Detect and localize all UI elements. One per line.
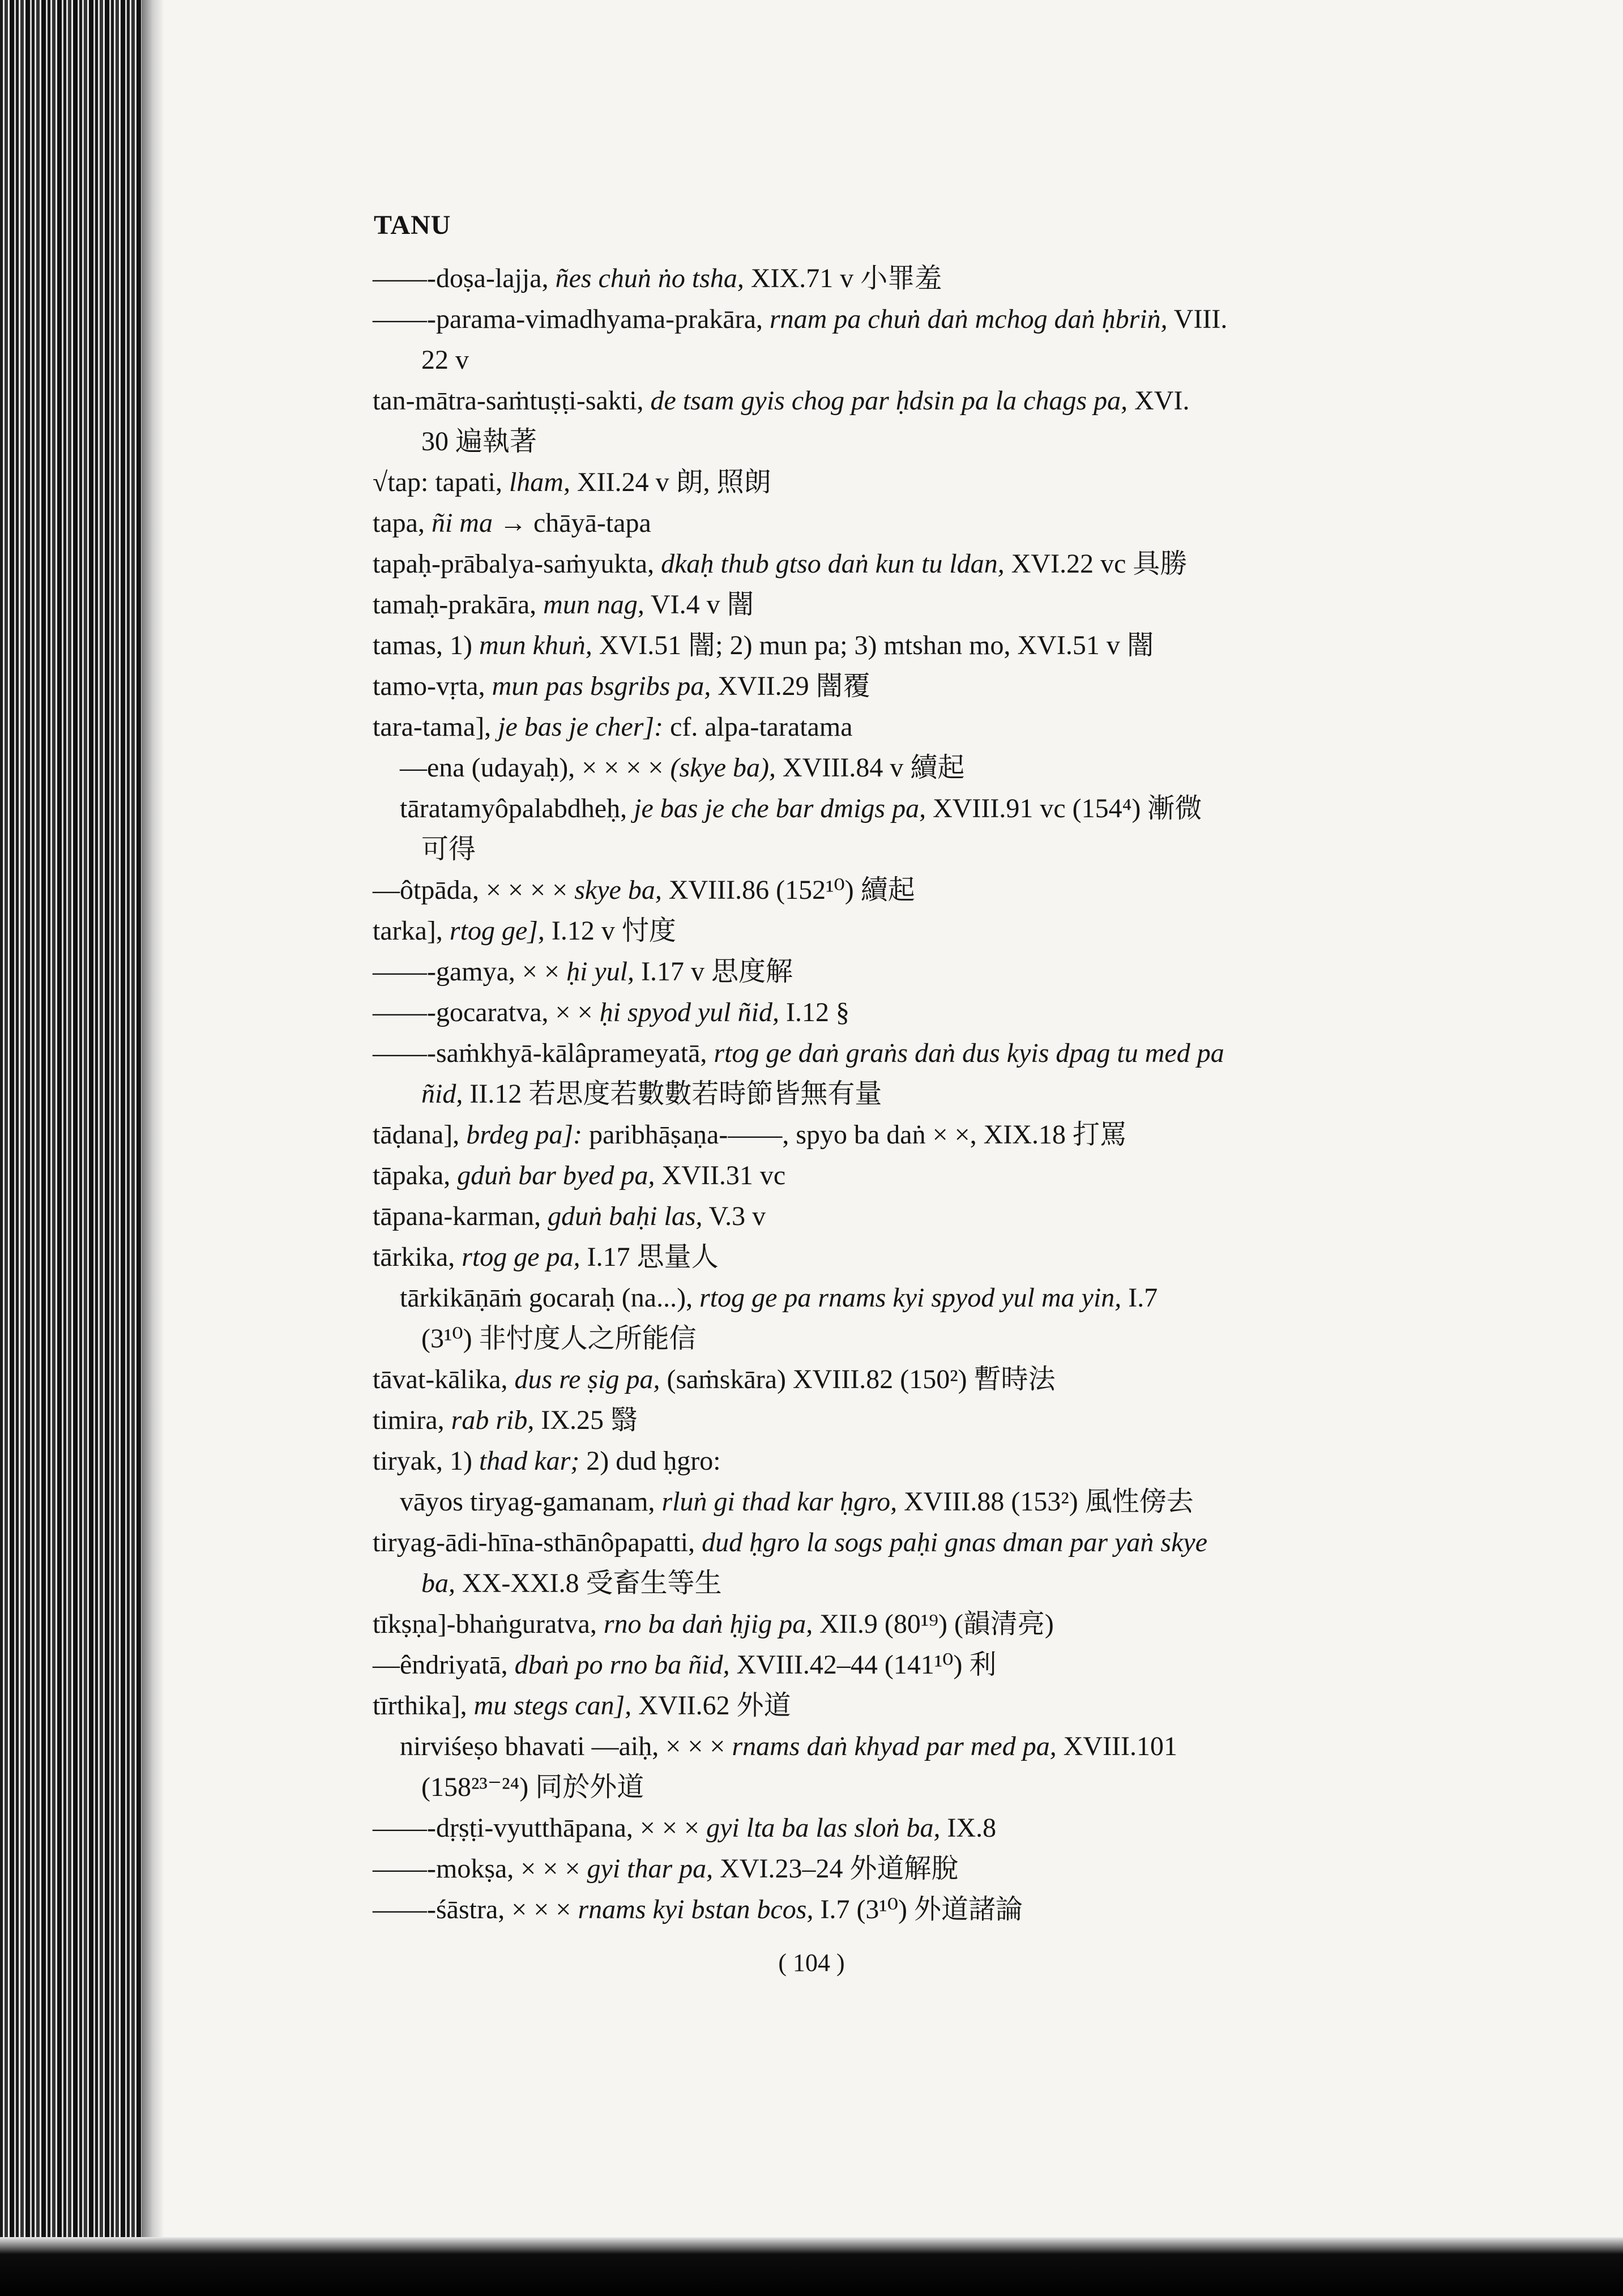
entry-headword: (3¹⁰) 非忖度人之所能信: [421, 1324, 697, 1354]
entry-reference: I.7 (3¹⁰) 外道諸論: [813, 1894, 1023, 1924]
entry-line: [373, 707, 1476, 748]
entry-reference: I.12 v 忖度: [544, 916, 676, 946]
entry-reference: XVII.29 闇覆: [711, 671, 870, 701]
entry-headword: 可得: [421, 834, 476, 864]
entry-tibetan: mun pas bsgribs pa,: [492, 671, 711, 701]
entry-line: [373, 1400, 1476, 1441]
entry-line: [373, 1237, 1476, 1278]
entry-reference: XVIII.86 (152¹⁰) 續起: [661, 875, 915, 905]
entry-line: [373, 829, 1476, 870]
entry-tibetan: brdeg pa]:: [466, 1120, 583, 1150]
entry-line: [373, 1115, 1476, 1155]
entry-headword: timira,: [373, 1405, 451, 1435]
entry-headword: tarka],: [373, 916, 450, 946]
entry-line: [373, 1278, 1476, 1318]
entry-tibetan: lham,: [509, 467, 570, 497]
entry-line: [373, 1155, 1476, 1196]
entry-line: [373, 462, 1476, 503]
entry-reference: I.17 v 思度解: [634, 957, 793, 987]
entry-line: [373, 1033, 1476, 1074]
entry-line: [373, 421, 1476, 462]
entry-line: [373, 1767, 1476, 1808]
entry-tibetan: thad kar;: [479, 1446, 580, 1476]
entry-tibetan: rtog ge daṅ graṅs daṅ dus kyis dpag tu med pa: [714, 1038, 1224, 1068]
entry-line: [373, 951, 1476, 992]
entry-headword: tan-mātra-saṁtuṣṭi-sakti,: [373, 386, 651, 416]
entry-tibetan: rtog ge],: [449, 916, 545, 946]
entry-headword: vāyos tiryag-gamanam,: [400, 1487, 662, 1517]
entry-line: [373, 584, 1476, 625]
entry-tibetan: ḥi yul,: [566, 957, 635, 987]
scan-shadow-band: [0, 2237, 1623, 2296]
entry-headword: ——-mokṣa, × × ×: [373, 1854, 587, 1884]
entry-headword: tāratamyôpalabdheḥ,: [400, 793, 634, 823]
entry-headword: tāvat-kālika,: [373, 1364, 515, 1394]
entry-headword: tīkṣṇa]-bhaṅguratva,: [373, 1609, 604, 1639]
entry-headword: tara-tama],: [373, 712, 498, 742]
entry-tibetan: rnam pa chuṅ daṅ mchog daṅ ḥbriṅ,: [770, 304, 1168, 334]
entry-reference: XII.24 v 朗, 照朗: [570, 467, 771, 497]
entry-reference: XIX.71 v 小罪羞: [744, 263, 942, 293]
entry-tibetan: gduṅ baḥi las,: [548, 1201, 703, 1231]
entry-line: [373, 911, 1476, 951]
entry-headword: tapaḥ-prābalya-saṁyukta,: [373, 549, 661, 579]
entry-reference: XVII.62 外道: [631, 1691, 791, 1721]
entry-tibetan: gduṅ bar byed pa,: [457, 1160, 655, 1190]
entry-reference: XVI.: [1127, 386, 1190, 416]
entry-headword: —ena (udayaḥ), × × × ×: [400, 753, 670, 783]
entry-reference: XII.9 (80¹⁹) (韻清亮): [813, 1609, 1054, 1639]
entry-tibetan: dkaḥ thub gtso daṅ kun tu ldan,: [661, 549, 1005, 579]
entry-line: [373, 258, 1476, 299]
entry-reference: II.12 若思度若數數若時節皆無有量: [463, 1079, 882, 1109]
entry-tibetan: rtog ge pa rnams kyi spyod yul ma yin,: [699, 1283, 1122, 1313]
entry-tibetan: ñid,: [421, 1079, 463, 1109]
entry-tibetan: mun nag,: [543, 590, 644, 620]
dictionary-entries: [373, 258, 1476, 1930]
entry-tibetan: ñi ma: [431, 508, 493, 538]
entry-headword: tārkika,: [373, 1242, 462, 1272]
entry-line: [373, 503, 1476, 544]
entry-tibetan: rnams daṅ khyad par med pa,: [732, 1731, 1057, 1761]
running-head: TANU: [374, 210, 451, 240]
entry-headword: tamas, 1): [373, 630, 479, 660]
entry-reference: XVI.22 vc 具勝: [1004, 549, 1188, 579]
entry-tibetan: rnams kyi bstan bcos,: [578, 1894, 814, 1924]
entry-tibetan: ñes chuṅ ṅo tsha,: [555, 263, 744, 293]
entry-reference: XVI.51 闇; 2) mun pa; 3) mtshan mo, XVI.51 v 闇: [592, 630, 1154, 660]
entry-line: [373, 1441, 1476, 1482]
entry-headword: tiryag-ādi-hīna-sthānôpapatti,: [373, 1527, 702, 1557]
entry-tibetan: (skye ba),: [670, 753, 776, 783]
entry-reference: V.3 v: [702, 1201, 766, 1231]
entry-tibetan: gyi lta ba las sloṅ ba,: [706, 1813, 941, 1843]
entry-tibetan: dus re ṣig pa,: [514, 1364, 660, 1394]
entry-headword: ——-parama-vimadhyama-prakāra,: [373, 304, 770, 334]
entry-tibetan: rluṅ gi thad kar ḥgro,: [661, 1487, 898, 1517]
entry-headword: tāḍana],: [373, 1120, 467, 1150]
entry-line: [373, 1359, 1476, 1400]
entry-headword: tapa,: [373, 508, 432, 538]
entry-line: [373, 625, 1476, 666]
entry-headword: tamaḥ-prakāra,: [373, 590, 544, 620]
entry-headword: tāpana-karman,: [373, 1201, 548, 1231]
entry-line: [373, 992, 1476, 1033]
entry-line: [373, 1482, 1476, 1522]
entry-headword: (158²³⁻²⁴) 同於外道: [421, 1772, 644, 1802]
entry-reference: IX.8: [940, 1813, 997, 1843]
entry-reference: XVIII.91 vc (154⁴) 漸微: [926, 793, 1202, 823]
entry-headword: —ôtpāda, × × × ×: [373, 875, 575, 905]
entry-headword: ——-saṁkhyā-kālâprameyatā,: [373, 1038, 714, 1068]
entry-headword: —êndriyatā,: [373, 1650, 515, 1680]
entry-reference: paribhāṣaṇa-——, spyo ba daṅ × ×, XIX.18 打罵: [582, 1120, 1127, 1150]
entry-tibetan: je bas je cher]:: [498, 712, 664, 742]
entry-headword: ——-dṛṣṭi-vyutthāpana, × × ×: [373, 1813, 707, 1843]
entry-line: [373, 1726, 1476, 1767]
entry-line: [373, 340, 1476, 381]
entry-reference: cf. alpa-taratama: [663, 712, 853, 742]
entry-tibetan: skye ba,: [574, 875, 662, 905]
entry-reference: XVI.23–24 外道解脫: [713, 1854, 959, 1884]
entry-reference: VIII.: [1167, 304, 1228, 334]
entry-tibetan: je bas je che bar dmigs pa,: [634, 793, 926, 823]
entry-line: [373, 666, 1476, 707]
entry-headword: tamo-vṛta,: [373, 671, 492, 701]
entry-tibetan: mu stegs can],: [473, 1691, 632, 1721]
entry-tibetan: ba,: [421, 1568, 455, 1598]
entry-line: [373, 1196, 1476, 1237]
entry-headword: ——-gamya, × ×: [373, 957, 567, 987]
entry-line: [373, 381, 1476, 421]
entry-tibetan: gyi thar pa,: [587, 1854, 714, 1884]
entry-line: [373, 1318, 1476, 1359]
entry-line: [373, 1685, 1476, 1726]
entry-line: [373, 544, 1476, 584]
entry-headword: tāpaka,: [373, 1160, 458, 1190]
entry-line: [373, 1645, 1476, 1685]
entry-line: [373, 1889, 1476, 1930]
entry-line: [373, 1563, 1476, 1604]
entry-headword: ——-śāstra, × × ×: [373, 1894, 578, 1924]
entry-reference: XX-XXI.8 受畜生等生: [455, 1568, 722, 1598]
entry-line: [373, 1849, 1476, 1889]
entry-tibetan: dbaṅ po rno ba ñid,: [514, 1650, 730, 1680]
entry-tibetan: rab rib,: [451, 1405, 535, 1435]
entry-reference: → chāyā-tapa: [492, 508, 651, 538]
entry-reference: XVII.31 vc: [655, 1160, 786, 1190]
entry-reference: I.12 §: [779, 997, 849, 1027]
entry-line: [373, 1604, 1476, 1645]
entry-line: [373, 748, 1476, 788]
entry-line: [373, 299, 1476, 340]
entry-reference: I.7: [1121, 1283, 1158, 1313]
entry-headword: ——-gocaratva, × ×: [373, 997, 600, 1027]
entry-reference: 2) dud ḥgro:: [579, 1446, 721, 1476]
entry-tibetan: mun khuṅ,: [479, 630, 592, 660]
entry-reference: XVIII.84 v 續起: [776, 753, 965, 783]
entry-reference: XVIII.88 (153²) 風性傍去: [897, 1487, 1194, 1517]
entry-headword: 22 v: [421, 345, 469, 375]
entry-headword: nirviśeṣo bhavati —aiḥ, × × ×: [400, 1731, 732, 1761]
entry-line: [373, 1074, 1476, 1115]
entry-line: [373, 1808, 1476, 1849]
entry-headword: tiryak, 1): [373, 1446, 479, 1476]
entry-reference: (saṁskāra) XVIII.82 (150²) 暫時法: [660, 1364, 1056, 1394]
entry-line: [373, 870, 1476, 911]
entry-reference: I.17 思量人: [580, 1242, 719, 1272]
entry-reference: XVIII.42–44 (141¹⁰) 利: [729, 1650, 997, 1680]
entry-tibetan: rtog ge pa,: [462, 1242, 580, 1272]
entry-headword: √tap: tapati,: [373, 467, 509, 497]
entry-line: [373, 1522, 1476, 1563]
entry-tibetan: ḥi spyod yul ñid,: [599, 997, 779, 1027]
entry-headword: 30 遍執著: [421, 426, 537, 456]
entry-headword: tīrthika],: [373, 1691, 474, 1721]
entry-tibetan: dud ḥgro la sogs paḥi gnas dman par yaṅ skye: [702, 1527, 1207, 1557]
entry-tibetan: rno ba daṅ ḥjig pa,: [603, 1609, 813, 1639]
page-number: ( 104 ): [778, 1949, 845, 1977]
entry-reference: IX.25 翳: [534, 1405, 638, 1435]
entry-line: [373, 788, 1476, 829]
entry-headword: tārkikāṇāṁ gocaraḥ (na...),: [400, 1283, 700, 1313]
entry-tibetan: de tsam gyis chog par ḥdsin pa la chags pa,: [650, 386, 1128, 416]
entry-reference: VI.4 v 闇: [644, 590, 754, 620]
entry-headword: ——-doṣa-lajja,: [373, 263, 556, 293]
entry-reference: XVIII.101: [1056, 1731, 1178, 1761]
